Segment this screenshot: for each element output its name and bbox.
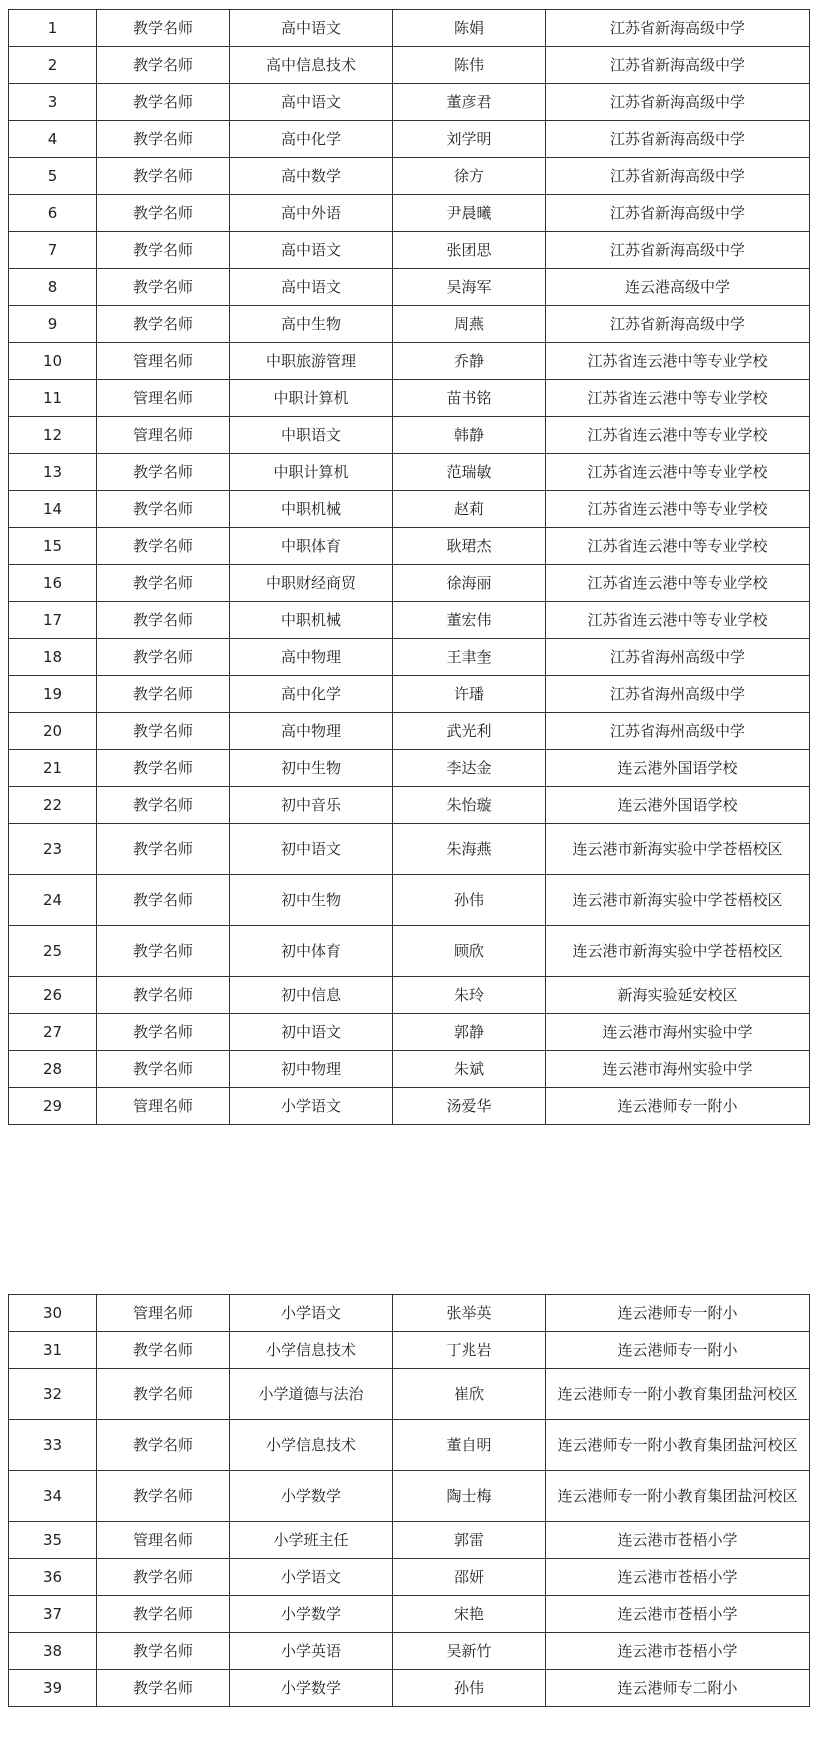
table-row bbox=[9, 787, 810, 824]
teacher-type-cell: 教学名师 bbox=[97, 1670, 230, 1707]
teacher-name-cell: 李达金 bbox=[393, 750, 546, 787]
school-cell: 连云港师专一附小 bbox=[546, 1088, 810, 1125]
teacher-type-cell: 教学名师 bbox=[97, 528, 230, 565]
subject-cell: 初中生物 bbox=[230, 875, 393, 926]
row-number-cell: 18 bbox=[9, 639, 97, 676]
table-row bbox=[9, 1633, 810, 1670]
table-row bbox=[9, 10, 810, 47]
teacher-name-cell: 孙伟 bbox=[393, 1670, 546, 1707]
row-number-cell: 36 bbox=[9, 1559, 97, 1596]
teacher-type-cell: 教学名师 bbox=[97, 1420, 230, 1471]
teacher-name-cell: 张举英 bbox=[393, 1295, 546, 1332]
teacher-type-cell: 教学名师 bbox=[97, 875, 230, 926]
table-row bbox=[9, 875, 810, 926]
school-cell: 江苏省海州高级中学 bbox=[546, 639, 810, 676]
school-cell: 连云港市海州实验中学 bbox=[546, 1014, 810, 1051]
table-row bbox=[9, 1014, 810, 1051]
table-row bbox=[9, 1369, 810, 1420]
table-row bbox=[9, 528, 810, 565]
row-number-cell: 16 bbox=[9, 565, 97, 602]
teacher-name-cell: 陶士梅 bbox=[393, 1471, 546, 1522]
teacher-type-cell: 教学名师 bbox=[97, 10, 230, 47]
table-row bbox=[9, 343, 810, 380]
teacher-type-cell: 教学名师 bbox=[97, 84, 230, 121]
teacher-name-cell: 郭静 bbox=[393, 1014, 546, 1051]
row-number-cell: 10 bbox=[9, 343, 97, 380]
row-number-cell: 22 bbox=[9, 787, 97, 824]
subject-cell: 初中语文 bbox=[230, 1014, 393, 1051]
teacher-name-cell: 武光利 bbox=[393, 713, 546, 750]
table-row bbox=[9, 565, 810, 602]
subject-cell: 高中语文 bbox=[230, 232, 393, 269]
row-number-cell: 21 bbox=[9, 750, 97, 787]
teacher-type-cell: 教学名师 bbox=[97, 269, 230, 306]
teacher-name-cell: 丁兆岩 bbox=[393, 1332, 546, 1369]
teacher-name-cell: 朱海燕 bbox=[393, 824, 546, 875]
teacher-type-cell: 教学名师 bbox=[97, 454, 230, 491]
table-row bbox=[9, 454, 810, 491]
subject-cell: 小学数学 bbox=[230, 1471, 393, 1522]
subject-cell: 中职计算机 bbox=[230, 454, 393, 491]
row-number-cell: 15 bbox=[9, 528, 97, 565]
school-cell: 连云港市海州实验中学 bbox=[546, 1051, 810, 1088]
teacher-name-cell: 王聿奎 bbox=[393, 639, 546, 676]
table-row bbox=[9, 306, 810, 343]
table-row bbox=[9, 824, 810, 875]
school-cell: 连云港师专一附小 bbox=[546, 1332, 810, 1369]
school-cell: 江苏省新海高级中学 bbox=[546, 47, 810, 84]
row-number-cell: 19 bbox=[9, 676, 97, 713]
subject-cell: 高中语文 bbox=[230, 10, 393, 47]
teacher-type-cell: 教学名师 bbox=[97, 306, 230, 343]
teacher-name-cell: 范瑞敏 bbox=[393, 454, 546, 491]
school-cell: 江苏省连云港中等专业学校 bbox=[546, 380, 810, 417]
school-cell: 江苏省海州高级中学 bbox=[546, 676, 810, 713]
row-number-cell: 33 bbox=[9, 1420, 97, 1471]
row-number-cell: 23 bbox=[9, 824, 97, 875]
subject-cell: 高中外语 bbox=[230, 195, 393, 232]
table-row bbox=[9, 713, 810, 750]
row-number-cell: 14 bbox=[9, 491, 97, 528]
teacher-name-cell: 朱玲 bbox=[393, 977, 546, 1014]
school-cell: 江苏省连云港中等专业学校 bbox=[546, 454, 810, 491]
row-number-cell: 28 bbox=[9, 1051, 97, 1088]
school-cell: 连云港市新海实验中学苍梧校区 bbox=[546, 875, 810, 926]
subject-cell: 初中物理 bbox=[230, 1051, 393, 1088]
teacher-name-cell: 韩静 bbox=[393, 417, 546, 454]
school-cell: 江苏省连云港中等专业学校 bbox=[546, 491, 810, 528]
school-cell: 江苏省新海高级中学 bbox=[546, 158, 810, 195]
row-number-cell: 9 bbox=[9, 306, 97, 343]
table-row bbox=[9, 417, 810, 454]
subject-cell: 初中语文 bbox=[230, 824, 393, 875]
subject-cell: 中职旅游管理 bbox=[230, 343, 393, 380]
teacher-name-cell: 郭雷 bbox=[393, 1522, 546, 1559]
school-cell: 新海实验延安校区 bbox=[546, 977, 810, 1014]
teacher-type-cell: 教学名师 bbox=[97, 676, 230, 713]
teacher-type-cell: 教学名师 bbox=[97, 232, 230, 269]
table-row bbox=[9, 380, 810, 417]
row-number-cell: 20 bbox=[9, 713, 97, 750]
table-row bbox=[9, 269, 810, 306]
school-cell: 连云港师专一附小教育集团盐河校区 bbox=[546, 1420, 810, 1471]
row-number-cell: 6 bbox=[9, 195, 97, 232]
row-number-cell: 31 bbox=[9, 1332, 97, 1369]
subject-cell: 高中数学 bbox=[230, 158, 393, 195]
teacher-name-cell: 苗书铭 bbox=[393, 380, 546, 417]
table-row bbox=[9, 158, 810, 195]
teacher-type-cell: 管理名师 bbox=[97, 417, 230, 454]
teacher-type-cell: 教学名师 bbox=[97, 602, 230, 639]
row-number-cell: 26 bbox=[9, 977, 97, 1014]
school-cell: 连云港市苍梧小学 bbox=[546, 1559, 810, 1596]
row-number-cell: 24 bbox=[9, 875, 97, 926]
row-number-cell: 2 bbox=[9, 47, 97, 84]
teacher-table-1 bbox=[8, 9, 810, 1125]
school-cell: 连云港师专一附小教育集团盐河校区 bbox=[546, 1471, 810, 1522]
teacher-name-cell: 董自明 bbox=[393, 1420, 546, 1471]
school-cell: 江苏省新海高级中学 bbox=[546, 84, 810, 121]
subject-cell: 初中体育 bbox=[230, 926, 393, 977]
school-cell: 江苏省连云港中等专业学校 bbox=[546, 343, 810, 380]
teacher-name-cell: 邵妍 bbox=[393, 1559, 546, 1596]
teacher-name-cell: 孙伟 bbox=[393, 875, 546, 926]
teacher-name-cell: 周燕 bbox=[393, 306, 546, 343]
school-cell: 连云港市新海实验中学苍梧校区 bbox=[546, 824, 810, 875]
teacher-name-cell: 徐海丽 bbox=[393, 565, 546, 602]
teacher-name-cell: 耿珺杰 bbox=[393, 528, 546, 565]
school-cell: 连云港外国语学校 bbox=[546, 750, 810, 787]
subject-cell: 高中物理 bbox=[230, 639, 393, 676]
teacher-name-cell: 徐方 bbox=[393, 158, 546, 195]
teacher-type-cell: 教学名师 bbox=[97, 787, 230, 824]
subject-cell: 中职机械 bbox=[230, 491, 393, 528]
teacher-name-cell: 董彦君 bbox=[393, 84, 546, 121]
table-row bbox=[9, 1332, 810, 1369]
teacher-table-2 bbox=[8, 1294, 810, 1707]
subject-cell: 小学数学 bbox=[230, 1670, 393, 1707]
table-row bbox=[9, 639, 810, 676]
teacher-type-cell: 教学名师 bbox=[97, 750, 230, 787]
subject-cell: 中职语文 bbox=[230, 417, 393, 454]
school-cell: 连云港师专一附小教育集团盐河校区 bbox=[546, 1369, 810, 1420]
school-cell: 江苏省连云港中等专业学校 bbox=[546, 528, 810, 565]
subject-cell: 初中信息 bbox=[230, 977, 393, 1014]
school-cell: 江苏省新海高级中学 bbox=[546, 10, 810, 47]
teacher-type-cell: 管理名师 bbox=[97, 380, 230, 417]
teacher-name-cell: 张团思 bbox=[393, 232, 546, 269]
teacher-type-cell: 教学名师 bbox=[97, 713, 230, 750]
teacher-type-cell: 管理名师 bbox=[97, 1295, 230, 1332]
teacher-name-cell: 董宏伟 bbox=[393, 602, 546, 639]
table-row bbox=[9, 926, 810, 977]
table-row bbox=[9, 1420, 810, 1471]
subject-cell: 小学班主任 bbox=[230, 1522, 393, 1559]
teacher-type-cell: 教学名师 bbox=[97, 977, 230, 1014]
row-number-cell: 39 bbox=[9, 1670, 97, 1707]
table-row bbox=[9, 602, 810, 639]
teacher-type-cell: 教学名师 bbox=[97, 1559, 230, 1596]
school-cell: 连云港市苍梧小学 bbox=[546, 1596, 810, 1633]
teacher-name-cell: 崔欣 bbox=[393, 1369, 546, 1420]
teacher-type-cell: 教学名师 bbox=[97, 121, 230, 158]
subject-cell: 小学信息技术 bbox=[230, 1332, 393, 1369]
teacher-type-cell: 教学名师 bbox=[97, 1633, 230, 1670]
school-cell: 连云港外国语学校 bbox=[546, 787, 810, 824]
subject-cell: 小学语文 bbox=[230, 1559, 393, 1596]
teacher-type-cell: 管理名师 bbox=[97, 1522, 230, 1559]
school-cell: 连云港市苍梧小学 bbox=[546, 1633, 810, 1670]
teacher-name-cell: 刘学明 bbox=[393, 121, 546, 158]
table-row bbox=[9, 47, 810, 84]
table-row bbox=[9, 1471, 810, 1522]
row-number-cell: 27 bbox=[9, 1014, 97, 1051]
subject-cell: 小学语文 bbox=[230, 1088, 393, 1125]
teacher-type-cell: 教学名师 bbox=[97, 195, 230, 232]
teacher-type-cell: 教学名师 bbox=[97, 1369, 230, 1420]
subject-cell: 小学信息技术 bbox=[230, 1420, 393, 1471]
teacher-type-cell: 教学名师 bbox=[97, 1014, 230, 1051]
teacher-name-cell: 尹晨曦 bbox=[393, 195, 546, 232]
table-row bbox=[9, 676, 810, 713]
teacher-type-cell: 管理名师 bbox=[97, 343, 230, 380]
subject-cell: 小学道德与法治 bbox=[230, 1369, 393, 1420]
school-cell: 江苏省新海高级中学 bbox=[546, 121, 810, 158]
teacher-name-cell: 朱斌 bbox=[393, 1051, 546, 1088]
subject-cell: 初中生物 bbox=[230, 750, 393, 787]
table-row bbox=[9, 1522, 810, 1559]
table-row bbox=[9, 1088, 810, 1125]
row-number-cell: 11 bbox=[9, 380, 97, 417]
teacher-type-cell: 教学名师 bbox=[97, 158, 230, 195]
subject-cell: 小学数学 bbox=[230, 1596, 393, 1633]
school-cell: 连云港师专二附小 bbox=[546, 1670, 810, 1707]
subject-cell: 高中语文 bbox=[230, 84, 393, 121]
school-cell: 江苏省新海高级中学 bbox=[546, 232, 810, 269]
school-cell: 连云港市苍梧小学 bbox=[546, 1522, 810, 1559]
teacher-type-cell: 教学名师 bbox=[97, 491, 230, 528]
teacher-name-cell: 吴海军 bbox=[393, 269, 546, 306]
table-row bbox=[9, 121, 810, 158]
subject-cell: 中职机械 bbox=[230, 602, 393, 639]
school-cell: 江苏省连云港中等专业学校 bbox=[546, 602, 810, 639]
teacher-type-cell: 教学名师 bbox=[97, 824, 230, 875]
teacher-type-cell: 管理名师 bbox=[97, 1088, 230, 1125]
row-number-cell: 7 bbox=[9, 232, 97, 269]
subject-cell: 高中物理 bbox=[230, 713, 393, 750]
table-row bbox=[9, 1596, 810, 1633]
teacher-type-cell: 教学名师 bbox=[97, 565, 230, 602]
subject-cell: 中职计算机 bbox=[230, 380, 393, 417]
teacher-name-cell: 陈伟 bbox=[393, 47, 546, 84]
row-number-cell: 13 bbox=[9, 454, 97, 491]
school-cell: 连云港市新海实验中学苍梧校区 bbox=[546, 926, 810, 977]
row-number-cell: 1 bbox=[9, 10, 97, 47]
teacher-name-cell: 吴新竹 bbox=[393, 1633, 546, 1670]
table-row bbox=[9, 1670, 810, 1707]
teacher-name-cell: 朱怡璇 bbox=[393, 787, 546, 824]
row-number-cell: 8 bbox=[9, 269, 97, 306]
teacher-type-cell: 教学名师 bbox=[97, 1471, 230, 1522]
teacher-name-cell: 乔静 bbox=[393, 343, 546, 380]
table-row bbox=[9, 1559, 810, 1596]
row-number-cell: 37 bbox=[9, 1596, 97, 1633]
row-number-cell: 38 bbox=[9, 1633, 97, 1670]
table-row bbox=[9, 195, 810, 232]
teacher-name-cell: 陈娟 bbox=[393, 10, 546, 47]
subject-cell: 小学语文 bbox=[230, 1295, 393, 1332]
teacher-type-cell: 教学名师 bbox=[97, 1332, 230, 1369]
table-row bbox=[9, 84, 810, 121]
school-cell: 江苏省连云港中等专业学校 bbox=[546, 565, 810, 602]
school-cell: 江苏省海州高级中学 bbox=[546, 713, 810, 750]
row-number-cell: 32 bbox=[9, 1369, 97, 1420]
subject-cell: 中职财经商贸 bbox=[230, 565, 393, 602]
row-number-cell: 4 bbox=[9, 121, 97, 158]
teacher-name-cell: 汤爱华 bbox=[393, 1088, 546, 1125]
subject-cell: 高中化学 bbox=[230, 121, 393, 158]
table-row bbox=[9, 750, 810, 787]
subject-cell: 高中化学 bbox=[230, 676, 393, 713]
table-row bbox=[9, 1051, 810, 1088]
table-row bbox=[9, 232, 810, 269]
school-cell: 江苏省连云港中等专业学校 bbox=[546, 417, 810, 454]
school-cell: 江苏省新海高级中学 bbox=[546, 195, 810, 232]
table-row bbox=[9, 491, 810, 528]
teacher-type-cell: 教学名师 bbox=[97, 47, 230, 84]
table-row bbox=[9, 1295, 810, 1332]
row-number-cell: 12 bbox=[9, 417, 97, 454]
school-cell: 连云港高级中学 bbox=[546, 269, 810, 306]
row-number-cell: 17 bbox=[9, 602, 97, 639]
row-number-cell: 3 bbox=[9, 84, 97, 121]
teacher-type-cell: 教学名师 bbox=[97, 1596, 230, 1633]
subject-cell: 高中信息技术 bbox=[230, 47, 393, 84]
subject-cell: 高中语文 bbox=[230, 269, 393, 306]
teacher-name-cell: 顾欣 bbox=[393, 926, 546, 977]
row-number-cell: 34 bbox=[9, 1471, 97, 1522]
teacher-name-cell: 宋艳 bbox=[393, 1596, 546, 1633]
subject-cell: 小学英语 bbox=[230, 1633, 393, 1670]
row-number-cell: 5 bbox=[9, 158, 97, 195]
row-number-cell: 25 bbox=[9, 926, 97, 977]
teacher-name-cell: 许璠 bbox=[393, 676, 546, 713]
school-cell: 江苏省新海高级中学 bbox=[546, 306, 810, 343]
teacher-type-cell: 教学名师 bbox=[97, 926, 230, 977]
row-number-cell: 30 bbox=[9, 1295, 97, 1332]
subject-cell: 高中生物 bbox=[230, 306, 393, 343]
table-row bbox=[9, 977, 810, 1014]
teacher-type-cell: 教学名师 bbox=[97, 639, 230, 676]
teacher-name-cell: 赵莉 bbox=[393, 491, 546, 528]
school-cell: 连云港师专一附小 bbox=[546, 1295, 810, 1332]
subject-cell: 中职体育 bbox=[230, 528, 393, 565]
teacher-type-cell: 教学名师 bbox=[97, 1051, 230, 1088]
row-number-cell: 35 bbox=[9, 1522, 97, 1559]
row-number-cell: 29 bbox=[9, 1088, 97, 1125]
subject-cell: 初中音乐 bbox=[230, 787, 393, 824]
